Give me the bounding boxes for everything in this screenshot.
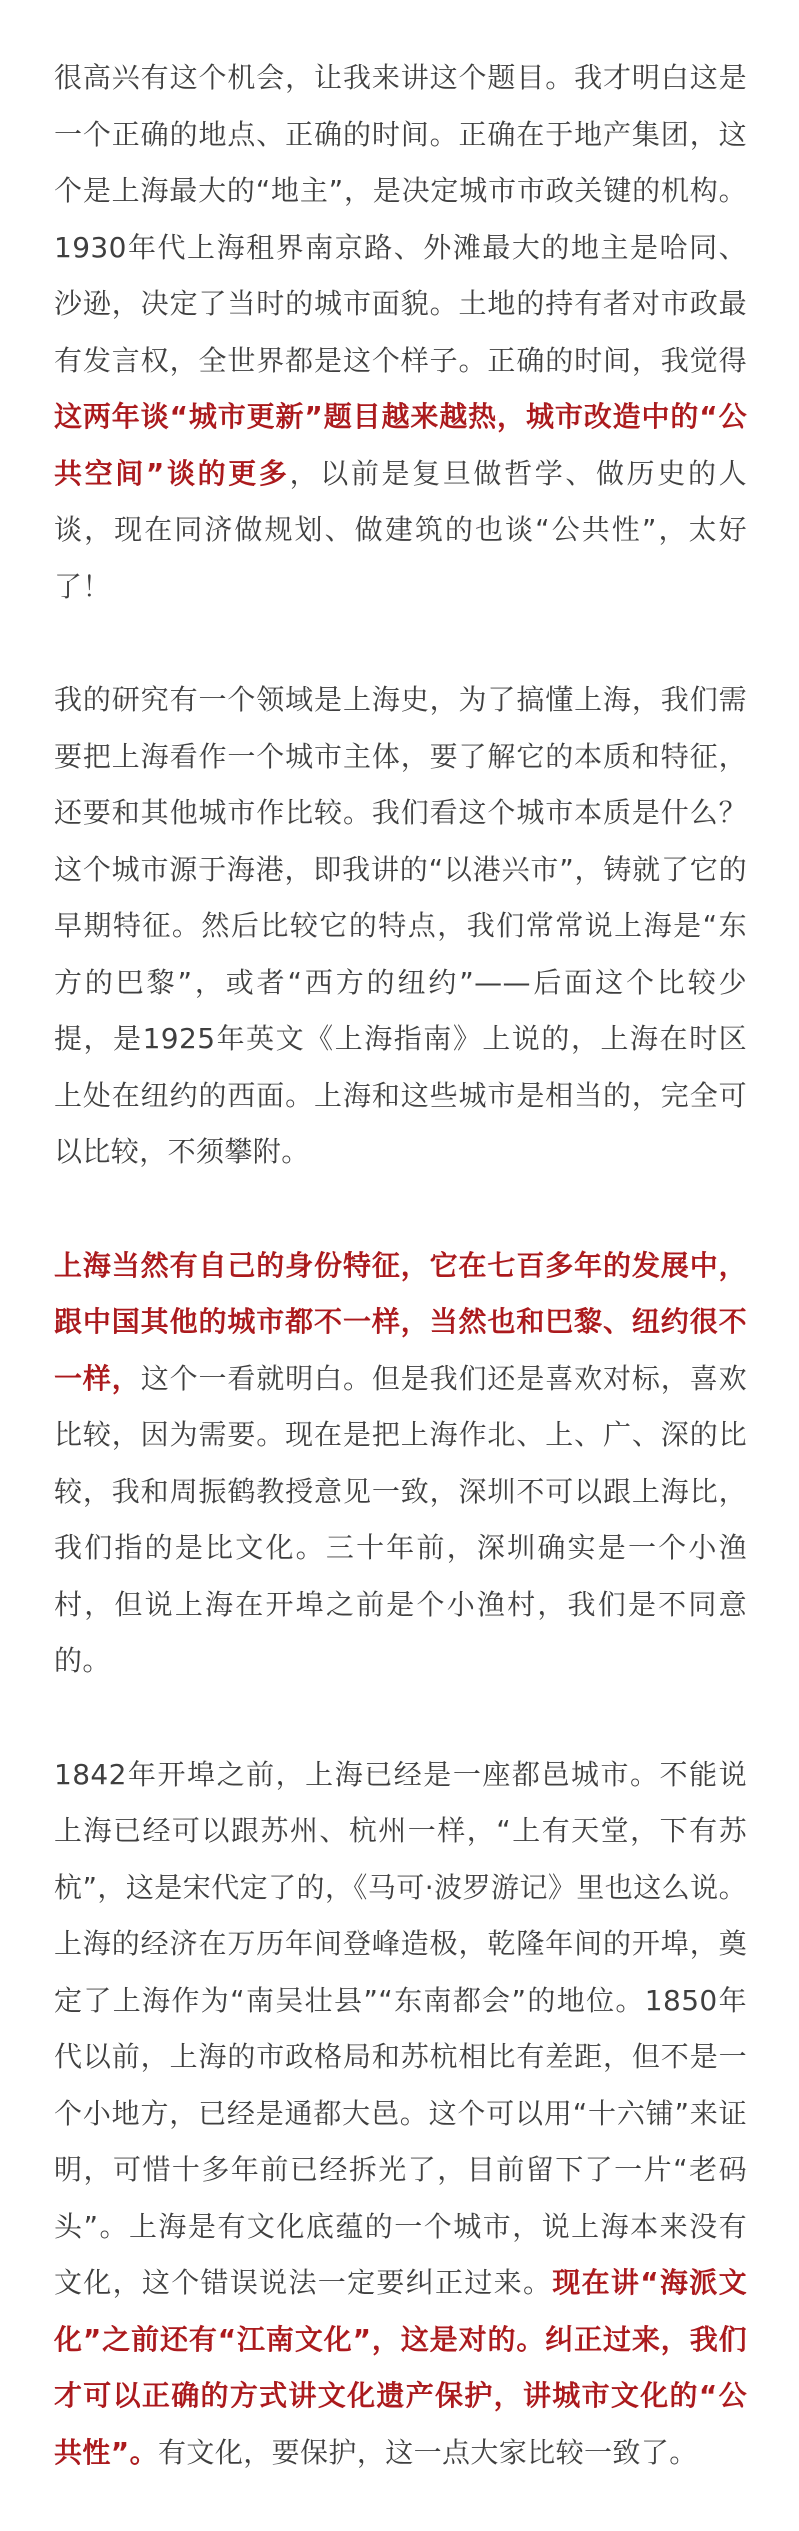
paragraph-text: 我的研究有一个领域是上海史，为了搞懂上海，我们需要把上海看作一个城市主体，要了解它的本质和特征，还要和其他城市作比较。我们看这个城市本质是什么？这个城市源于海港，即我讲的“以港兴市”，铸就了它的早期特征。然后比较它的特点，我们常常说上海是“东方的巴黎”，或者“西方的纽约”——后面这个比较少提，是1925年英文《上海指南》上说的，上海在时区上处在纽约的西面。上海和这些城市是相当的，完全可以比较，不须攀附。 [54, 683, 747, 1168]
paragraph-text: 这个一看就明白。但是我们还是喜欢对标，喜欢比较，因为需要。现在是把上海作北、上、广、深的比较，我和周振鹤教授意见一致，深圳不可以跟上海比，我们指的是比文化。三十年前，深圳确实是一个小渔村，但说上海在开埠之前是个小渔村，我们是不同意的。 [54, 1361, 747, 1677]
paragraph-text: ，以前是复旦做哲学、做历史的人谈，现在同济做规划、做建筑的也谈“公共性”，太好了！ [54, 456, 747, 603]
highlighted-text: 上海当然有自己的身份特征，它在七百多年的发展中，跟中国其他的城市都不一样，当然也和巴黎、纽约很不一样， [54, 1248, 747, 1395]
paragraph [54, 50, 747, 615]
paragraph [54, 672, 747, 1181]
paragraph-text: 很高兴有这个机会，让我来讲这个题目。我才明白这是一个正确的地点、正确的时间。正确在于地产集团，这个是上海最大的“地主”，是决定城市市政关键的机构。1930年代上海租界南京路、外滩最大的地主是哈同、沙逊，决定了当时的城市面貌。土地的持有者对市政最有发言权，全世界都是这个样子。正确的时间，我觉得 [54, 61, 747, 377]
highlighted-text: 这两年谈“城市更新”题目越来越热，城市改造中的“公共空间”谈的更多 [54, 400, 747, 490]
highlighted-text: 现在讲“海派文化”之前还有“江南文化”，这是对的。纠正过来，我们才可以正确的方式讲文化遗产保护，讲城市文化的“公共性”。 [54, 2266, 747, 2469]
paragraph [54, 1747, 747, 2482]
paragraph-text: 1842年开埠之前，上海已经是一座都邑城市。不能说上海已经可以跟苏州、杭州一样，“上有天堂，下有苏杭”，这是宋代定了的，《马可·波罗游记》里也这么说。上海的经济在万历年间登峰造极，乾隆年间的开埠，奠定了上海作为“南吴壮县”“东南都会”的地位。1850年代以前，上海的市政格局和苏杭相比有差距，但不是一个小地方，已经是通都大邑。这个可以用“十六铺”来证明，可惜十多年前已经拆光了，目前留下了一片“老码头”。上海是有文化底蕴的一个城市，说上海本来没有文化，这个错误说法一定要纠正过来。 [54, 1757, 747, 2299]
paragraph-text: 有文化，要保护，这一点大家比较一致了。 [158, 2435, 698, 2469]
paragraph [54, 1238, 747, 1690]
